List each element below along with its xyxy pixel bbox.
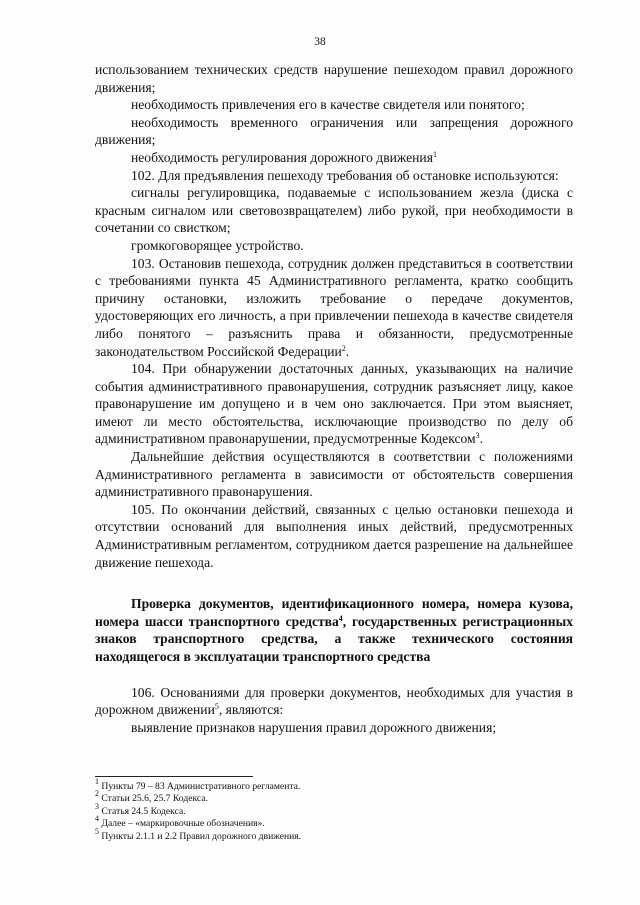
footnotes [95, 777, 573, 843]
paragraph: необходимость регулирования дорожного движения$^1$ [131, 149, 437, 165]
paragraph: 104. При обнаружении достаточных данных, указывающих на наличие события административного правонарушения, сотрудник разъясняет лицу, какое правонарушение им допущено и в чем оно заключается. При этом выясняет, имеют ли место обстоятельства, исключающие производство по делу об административном правонарушении, предусмотренные Кодексом$^3$. [95, 361, 573, 447]
paragraph: выявление признаков нарушения правил дорожного движения; [131, 719, 497, 735]
footnote-ref: 5 [214, 702, 219, 712]
paragraph: 103. Остановив пешехода, сотрудник должен представиться в соответствии с требованиями пункта 45 Административного регламента, кратко сообщить причину остановки, изложить требование о передаче документов, удостоверяющих его личность, а при привлечении пешехода в качестве свидетеля либо понятого – разъяснить права и обязанности, предусмотренные законодательством Российской Федерации$^2$. [95, 255, 573, 359]
footnote: $^4$ Далее – «маркировочные обозначения». [95, 814, 265, 830]
footnote-separator [95, 776, 253, 777]
footnote: $^3$ Статья 24.5 Кодекса. [95, 801, 186, 817]
footnote: $^1$ Пункты 79 – 83 Административного регламента. [95, 777, 301, 792]
footnote-ref: 4 [338, 613, 343, 623]
footnote: $^2$ Статьи 25.6, 25.7 Кодекса. [95, 789, 208, 805]
paragraph: 106. Основаниями для проверки документов, необходимых для участия в дорожном движении$^5$, являются: [95, 684, 573, 718]
section-heading: Проверка документов, идентификационного номера, номера кузова, номера шасси транспортного средства$^4$, государственных регистрационных знаков транспортного средства, а также технического состояния находящегося в эксплуатации транспортного средства [95, 596, 573, 664]
paragraph: использованием технических средств нарушение пешеходом правил дорожного движения; [95, 62, 573, 95]
paragraph: 102. Для предъявления пешеходу требования об остановке используются: [131, 167, 559, 183]
paragraph: Дальнейшие действия осуществляются в соответствии с положениями Административного регламента в зависимости от обстоятельств совершения административного правонарушения. [95, 449, 573, 500]
paragraph: 105. По окончании действий, связанных с целью остановки пешехода и отсутствии оснований для выполнения иных действий, предусмотренных Административным регламентом, сотрудником дается разрешение на дальнейшее движение пешехода. [95, 501, 573, 570]
footnote-ref: 3 [475, 431, 480, 441]
paragraph: сигналы регулировщика, подаваемые с использованием жезла (диска с красным сигналом или световозвращателем) либо рукой, при необходимости в сочетании со свистком; [95, 185, 573, 236]
footnote: $^5$ Пункты 2.1.1 и 2.2 Правил дорожного движения. [95, 826, 302, 842]
paragraph: громкоговорящее устройство. [131, 237, 304, 253]
footnote-ref: 1 [432, 149, 437, 159]
paragraph: необходимость привлечения его в качестве свидетеля или понятого; [131, 97, 525, 113]
footnote-ref: 2 [341, 343, 346, 353]
document-body [95, 61, 573, 736]
paragraph: необходимость временного ограничения или запрещения дорожного движения; [95, 114, 573, 148]
page-number: 38 [314, 36, 326, 48]
